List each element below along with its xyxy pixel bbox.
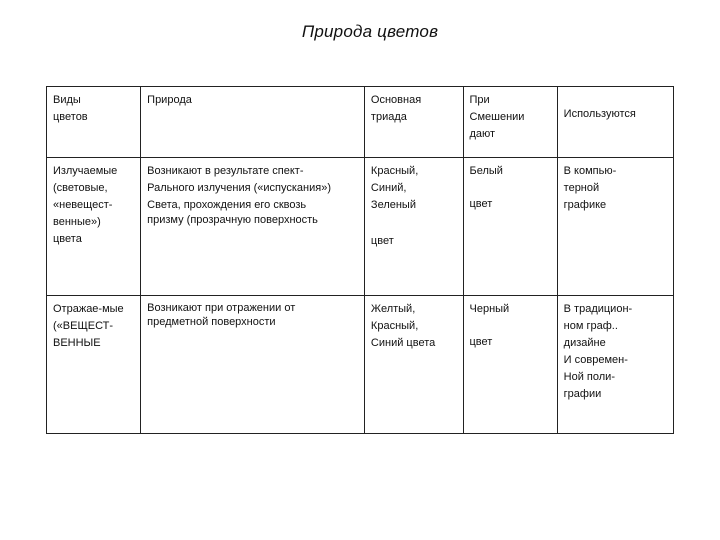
spacer <box>371 214 457 233</box>
header-mixing-result <box>463 87 557 158</box>
cell-text: В компью- <box>563 165 617 177</box>
cell-text: ном граф.. <box>563 320 618 332</box>
cell-text: венные») <box>53 216 101 228</box>
cell-text: Зеленый <box>370 199 416 211</box>
cell-text: Возникают в результате спект- <box>147 165 304 177</box>
cell-text: Синий цвета <box>370 337 436 349</box>
cell-text: цвет <box>469 198 493 210</box>
spacer <box>470 318 551 334</box>
cell-text: дизайне <box>563 337 606 349</box>
header-text: Используются <box>563 108 636 120</box>
cell-text: (световые, <box>53 182 108 194</box>
cell-text: графике <box>563 199 607 211</box>
page-title: Природа цветов <box>301 22 439 41</box>
table-row <box>47 296 674 434</box>
cell-text: ВЕННЫЕ <box>53 337 101 349</box>
cell-text: графии <box>563 388 602 400</box>
cell-emitted-colors <box>47 158 141 296</box>
header-main-triad <box>364 87 463 158</box>
cell-text: Красный, <box>370 320 419 332</box>
header-text: Основная <box>370 94 422 106</box>
cell-text: Черный <box>469 303 510 315</box>
cell-text: И современ- <box>563 354 628 366</box>
cell-text: Ной поли- <box>563 371 615 383</box>
cell-reflected-colors <box>47 296 141 434</box>
cell-text: цвета <box>53 233 82 245</box>
cell-text: Света, прохождения его сквозь <box>147 199 307 211</box>
table-header-row <box>47 87 674 158</box>
cell-text: предметной поверхности <box>147 316 276 328</box>
cell-black-result <box>463 296 557 434</box>
cell-text: Синий, <box>370 182 407 194</box>
cell-text: цвет <box>370 235 394 247</box>
cell-text: терной <box>563 182 600 194</box>
cell-text: цвет <box>469 336 493 348</box>
cell-text: Желтый, <box>370 303 416 315</box>
cell-computer-graphics <box>557 158 673 296</box>
cell-rgb-triad <box>364 158 463 296</box>
cell-text: Рального излучения («испускания») <box>147 182 331 194</box>
header-text: Смешении <box>469 111 525 123</box>
header-text: При <box>469 94 490 106</box>
cell-text: Отражае-мые <box>53 303 124 315</box>
cell-text: («ВЕЩЕСТ- <box>53 320 114 332</box>
color-nature-table <box>46 86 674 434</box>
header-color-types <box>47 87 141 158</box>
header-usage <box>557 87 673 158</box>
header-text: Природа <box>147 94 192 106</box>
header-nature <box>141 87 365 158</box>
spacer <box>470 180 551 196</box>
cell-white-result <box>463 158 557 296</box>
table-row <box>47 158 674 296</box>
cell-text: «невещест- <box>53 199 113 211</box>
header-text: триада <box>370 111 407 123</box>
header-text: дают <box>469 128 496 140</box>
header-text: Виды <box>53 94 81 106</box>
cell-emitted-nature <box>141 158 365 296</box>
cell-traditional-design <box>557 296 673 434</box>
cell-ryb-triad <box>364 296 463 434</box>
cell-text: Белый <box>469 165 503 177</box>
cell-text: Красный, <box>370 165 419 177</box>
cell-text: Излучаемые <box>53 165 118 177</box>
header-text: цветов <box>53 111 88 123</box>
cell-text: призму (прозрачную поверхность <box>147 214 318 226</box>
cell-text: В традицион- <box>563 303 633 315</box>
cell-reflected-nature <box>141 296 365 434</box>
cell-text: Возникают при отражении от <box>147 302 296 314</box>
